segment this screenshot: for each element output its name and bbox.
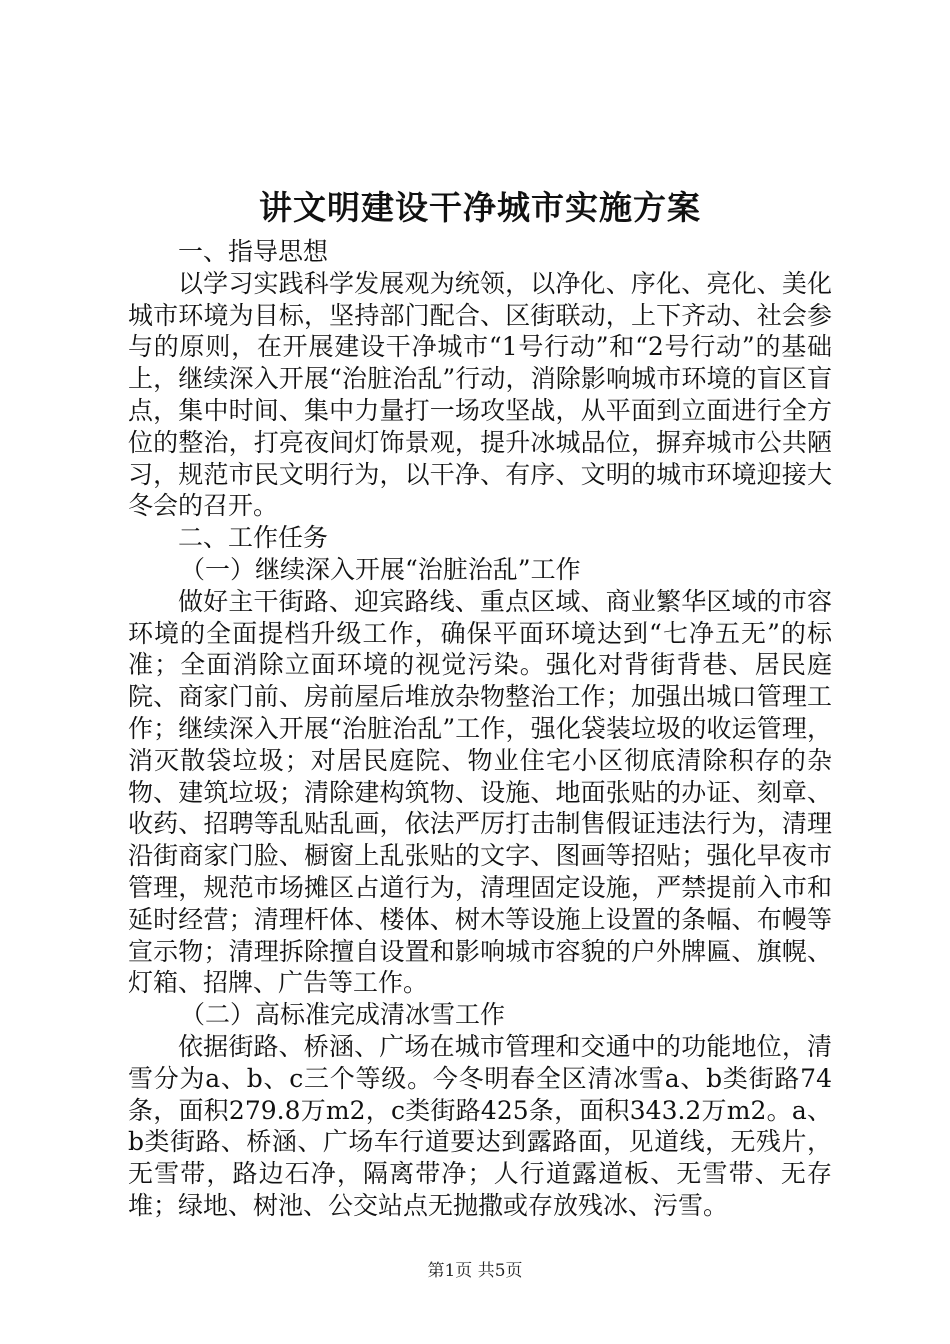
subsection-heading-1: （一）继续深入开展“治脏治乱”工作 <box>180 554 581 584</box>
document-page <box>128 180 832 1222</box>
subsection-heading-2: （二）高标准完成清冰雪工作 <box>180 1000 506 1030</box>
paragraph-subsection-1: 做好主干街路、迎宾路线、重点区域、商业繁华区域的市容环境的全面提档升级工作，确保平面环境达到“七净五无”的标准；全面消除立面环境的视觉污染。强化对背街背巷、居民庭院、商家门前、房前屋后堆放杂物整治工作；加强出城口管理工作；继续深入开展“治脏治乱”工作，强化袋装垃圾的收运管理，消灭散袋垃圾；对居民庭院、物业住宅小区彻底清除积存的杂物、建筑垃圾；清除建构筑物、设施、地面张贴的办证、刻章、收药、招聘等乱贴乱画，依法严厉打击制售假证违法行为，清理沿街商家门脸、橱窗上乱张贴的文字、图画等招贴；强化早夜市管理，规范市场摊区占道行为，清理固定设施，严禁提前入市和延时经营；清理杆体、楼体、树木等设施上设置的条幅、布幔等宣示物；清理拆除擅自设置和影响城市容貌的户外牌匾、旗幌、灯箱、招牌、广告等工作。 <box>128 586 832 998</box>
section-heading-guiding-thought: 一、指导思想 <box>178 237 329 266</box>
document-title: 讲文明建设干净城市实施方案 <box>259 188 701 227</box>
section-heading-work-tasks: 二、工作任务 <box>178 523 329 553</box>
paragraph-subsection-2: 依据街路、桥涵、广场在城市管理和交通中的功能地位，清雪分为a、b、c三个等级。今冬明春全区清冰雪a、b类街路74条，面积279.8万m2，c类街路425条，面积343.2万m2。a、b类街路、桥涵、广场车行道要达到露路面，见道线，无残片，无雪带，路边石净，隔离带净；人行道露道板、无雪带、无存堆；绿地、树池、公交站点无抛撒或存放残冰、污雪。 <box>128 1031 832 1220</box>
document-body <box>128 236 832 1222</box>
page-footer: 第1页 共5页 <box>427 1261 523 1281</box>
paragraph-guiding-thought: 以学习实践科学发展观为统领，以净化、序化、亮化、美化城市环境为目标，坚持部门配合、区街联动，上下齐动、社会参与的原则，在开展建设干净城市“1号行动”和“2号行动”的基础上，继续深入开展“治脏治乱”行动，消除影响城市环境的盲区盲点，集中时间、集中力量打一场攻坚战，从平面到立面进行全方位的整治，打亮夜间灯饰景观，提升冰城品位，摒弃城市公共陋习，规范市民文明行为，以干净、有序、文明的城市环境迎接大冬会的召开。 <box>128 268 832 521</box>
